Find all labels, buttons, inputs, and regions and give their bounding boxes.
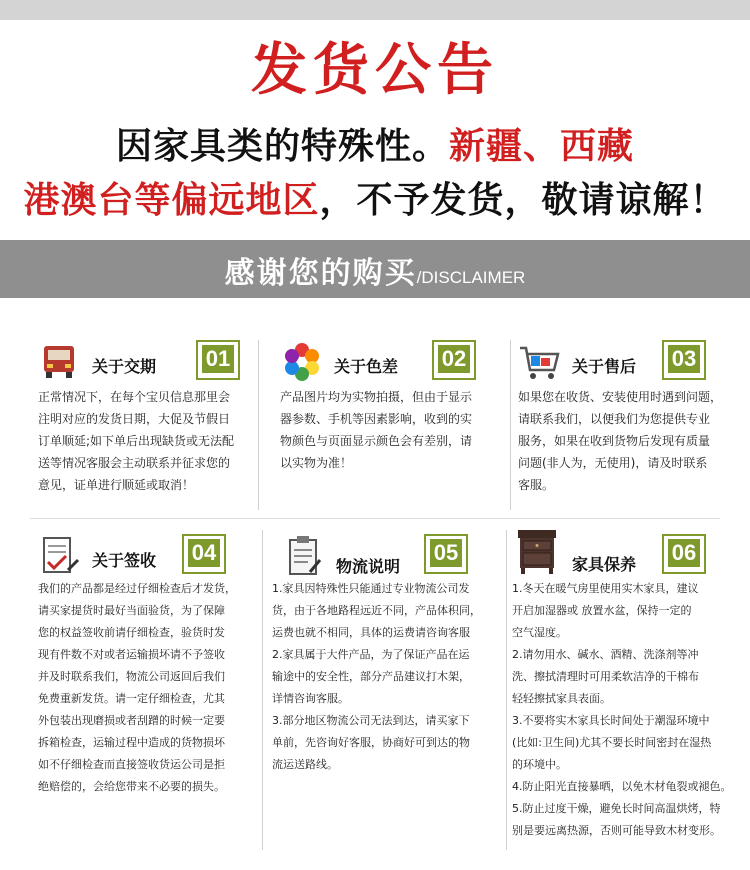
card-line: 货，由于各地路程远近不同，产品体积同， <box>272 604 481 617</box>
card-line: 1.家具因特殊性只能通过专业物流公司发 <box>272 582 470 595</box>
card-line: 3.不要将实木家具长时间处于潮湿环境中 <box>512 714 710 727</box>
row-divider <box>30 518 720 519</box>
number-badge <box>182 534 226 574</box>
card-line: 开启加湿器或 放置水盆，保持一定的 <box>512 604 692 617</box>
card-line: 2.请勿用水、碱水、酒精、洗涤剂等冲 <box>512 648 699 661</box>
column-divider <box>258 340 259 510</box>
card-line: 的环境中。 <box>512 758 567 771</box>
card-after-sales <box>518 340 733 510</box>
page-title: 发货公告 <box>251 38 499 103</box>
number-badge-text: 05 <box>430 539 462 567</box>
card-line: 1.冬天在暖气房里使用实木家具，建议 <box>512 582 699 595</box>
banner-sub: /DISCLAIMER <box>416 268 526 287</box>
card-line: 输途中的安全性，部分产品建议打木架， <box>272 670 470 683</box>
card-line: 服务，如果在收到货物后发现有质量 <box>518 434 711 448</box>
card-line: 2.家具属于大件产品，为了保证产品在运 <box>272 648 470 661</box>
card-sign-for <box>38 534 258 854</box>
clipboard-icon <box>282 534 326 578</box>
card-title: 关于签收 <box>92 551 157 570</box>
card-line: 空气湿度。 <box>512 626 567 639</box>
color-wheel-icon <box>280 340 324 384</box>
card-header <box>272 534 504 584</box>
card-line: 5.防止过度干燥，避免长时间高温烘烤，特 <box>512 802 721 815</box>
card-color-difference <box>280 340 495 510</box>
number-badge-text: 04 <box>188 539 220 567</box>
card-body <box>38 578 258 798</box>
notice-line-1-red: 新疆、西藏 <box>449 126 635 167</box>
card-line: 我们的产品都是经过仔细检查后才发货， <box>38 582 236 595</box>
card-line: 注明对应的发货日期，大促及节假日 <box>38 412 231 426</box>
signature-icon <box>38 534 82 578</box>
card-line: 拆箱检查，运输过程中造成的货物损坏 <box>38 736 225 749</box>
card-title: 关于色差 <box>334 357 399 376</box>
banner-text <box>0 248 750 292</box>
nightstand-icon <box>514 526 560 576</box>
card-line: 单前，先咨询好客服，协商好可到达的物 <box>272 736 470 749</box>
banner-main: 感谢您的购买 <box>224 256 417 291</box>
card-header <box>38 340 253 390</box>
card-body <box>280 386 495 474</box>
card-line: 以实物为准！ <box>280 456 353 470</box>
card-body <box>38 386 253 496</box>
card-title: 关于售后 <box>572 357 637 376</box>
number-badge-text: 02 <box>438 345 470 373</box>
card-line: 并及时联系我们，物流公司返回后我们 <box>38 670 225 683</box>
number-badge <box>432 340 476 380</box>
number-badge-text: 03 <box>668 345 700 373</box>
card-line: 轻轻擦拭家具表面。 <box>512 692 611 705</box>
number-badge-text: 01 <box>202 345 234 373</box>
card-body <box>518 386 733 496</box>
card-line: 如果您在收货、安装使用时遇到问题， <box>518 390 723 404</box>
card-line: 订单顺延;如下单后出现缺货或无法配 <box>38 434 235 448</box>
card-header <box>512 526 742 576</box>
truck-icon <box>38 340 82 384</box>
notice-line-1 <box>0 118 750 169</box>
card-line: 流运送路线。 <box>272 758 338 771</box>
number-badge <box>424 534 468 574</box>
card-line: 问题(非人为，无使用)，请及时联系 <box>518 456 708 470</box>
card-body <box>272 578 504 776</box>
card-title: 家具保养 <box>572 555 637 574</box>
notice-line-1-black: 因家具类的特殊性。 <box>115 126 449 167</box>
card-line: 正常情况下，在每个宝贝信息那里会 <box>38 390 231 404</box>
card-line: 运费也就不相同，具体的运费请咨询客服 <box>272 626 470 639</box>
card-title: 物流说明 <box>336 557 401 576</box>
number-badge <box>196 340 240 380</box>
card-header <box>518 340 733 390</box>
notice-line-2 <box>0 172 750 223</box>
card-line: 产品图片均为实物拍摄，但由于显示 <box>280 390 473 404</box>
card-line: 详情咨询客服。 <box>272 692 349 705</box>
card-line: 别是要远离热源，否则可能导致木材变形。 <box>512 824 721 837</box>
card-line: 意见，证单进行顺延或取消！ <box>38 478 195 492</box>
number-badge <box>662 340 706 380</box>
card-body <box>512 578 742 842</box>
card-line: 送等情况客服会主动联系并征求您的 <box>38 456 231 470</box>
card-line: 您的权益签收前请仔细检查，验货时发 <box>38 626 225 639</box>
card-line: 请联系我们，以便我们为您提供专业 <box>518 412 711 426</box>
card-line: 4.防止阳光直接暴晒，以免木材龟裂或褪色。 <box>512 780 732 793</box>
top-strip <box>0 0 750 20</box>
column-divider <box>506 530 507 850</box>
card-line: 3.部分地区物流公司无法到达，请买家下 <box>272 714 470 727</box>
shopping-cart-icon <box>518 340 562 384</box>
card-line: 客服。 <box>518 478 555 492</box>
notice-line-2-black: ，不予发货，敬请谅解！ <box>319 180 727 221</box>
card-line: 请买家提货时最好当面验货，为了保障 <box>38 604 225 617</box>
card-line: 绝赔偿的，会给您带来不必要的损失。 <box>38 780 225 793</box>
column-divider <box>262 530 263 850</box>
notice-line-2-red: 港澳台等偏远地区 <box>23 180 320 221</box>
number-badge-text: 06 <box>668 539 700 567</box>
card-header <box>38 534 258 584</box>
card-title: 关于交期 <box>92 357 157 376</box>
number-badge <box>662 534 706 574</box>
card-line: 外包装出现磨损或者刮蹭的时候一定要 <box>38 714 225 727</box>
card-line: 如不仔细检查而直接签收货运公司是拒 <box>38 758 225 771</box>
card-header <box>280 340 495 390</box>
card-line: 洗、擦拭清理时可用柔软洁净的干棉布 <box>512 670 699 683</box>
card-logistics <box>272 534 504 854</box>
disclaimer-banner <box>0 240 750 298</box>
card-line: 现有件数不对或者运输损坏请不予签收 <box>38 648 225 661</box>
card-line: 物颜色与页面显示颜色会有差别，请 <box>280 434 473 448</box>
card-line: (比如:卫生间)尤其不要长时间密封在湿热 <box>512 736 712 749</box>
card-line: 免费重新发货。请一定仔细检查，尤其 <box>38 692 225 705</box>
card-delivery-time <box>38 340 253 510</box>
card-line: 器参数、手机等因素影响，收到的实 <box>280 412 473 426</box>
column-divider <box>510 340 511 510</box>
card-furniture-care <box>512 526 742 856</box>
